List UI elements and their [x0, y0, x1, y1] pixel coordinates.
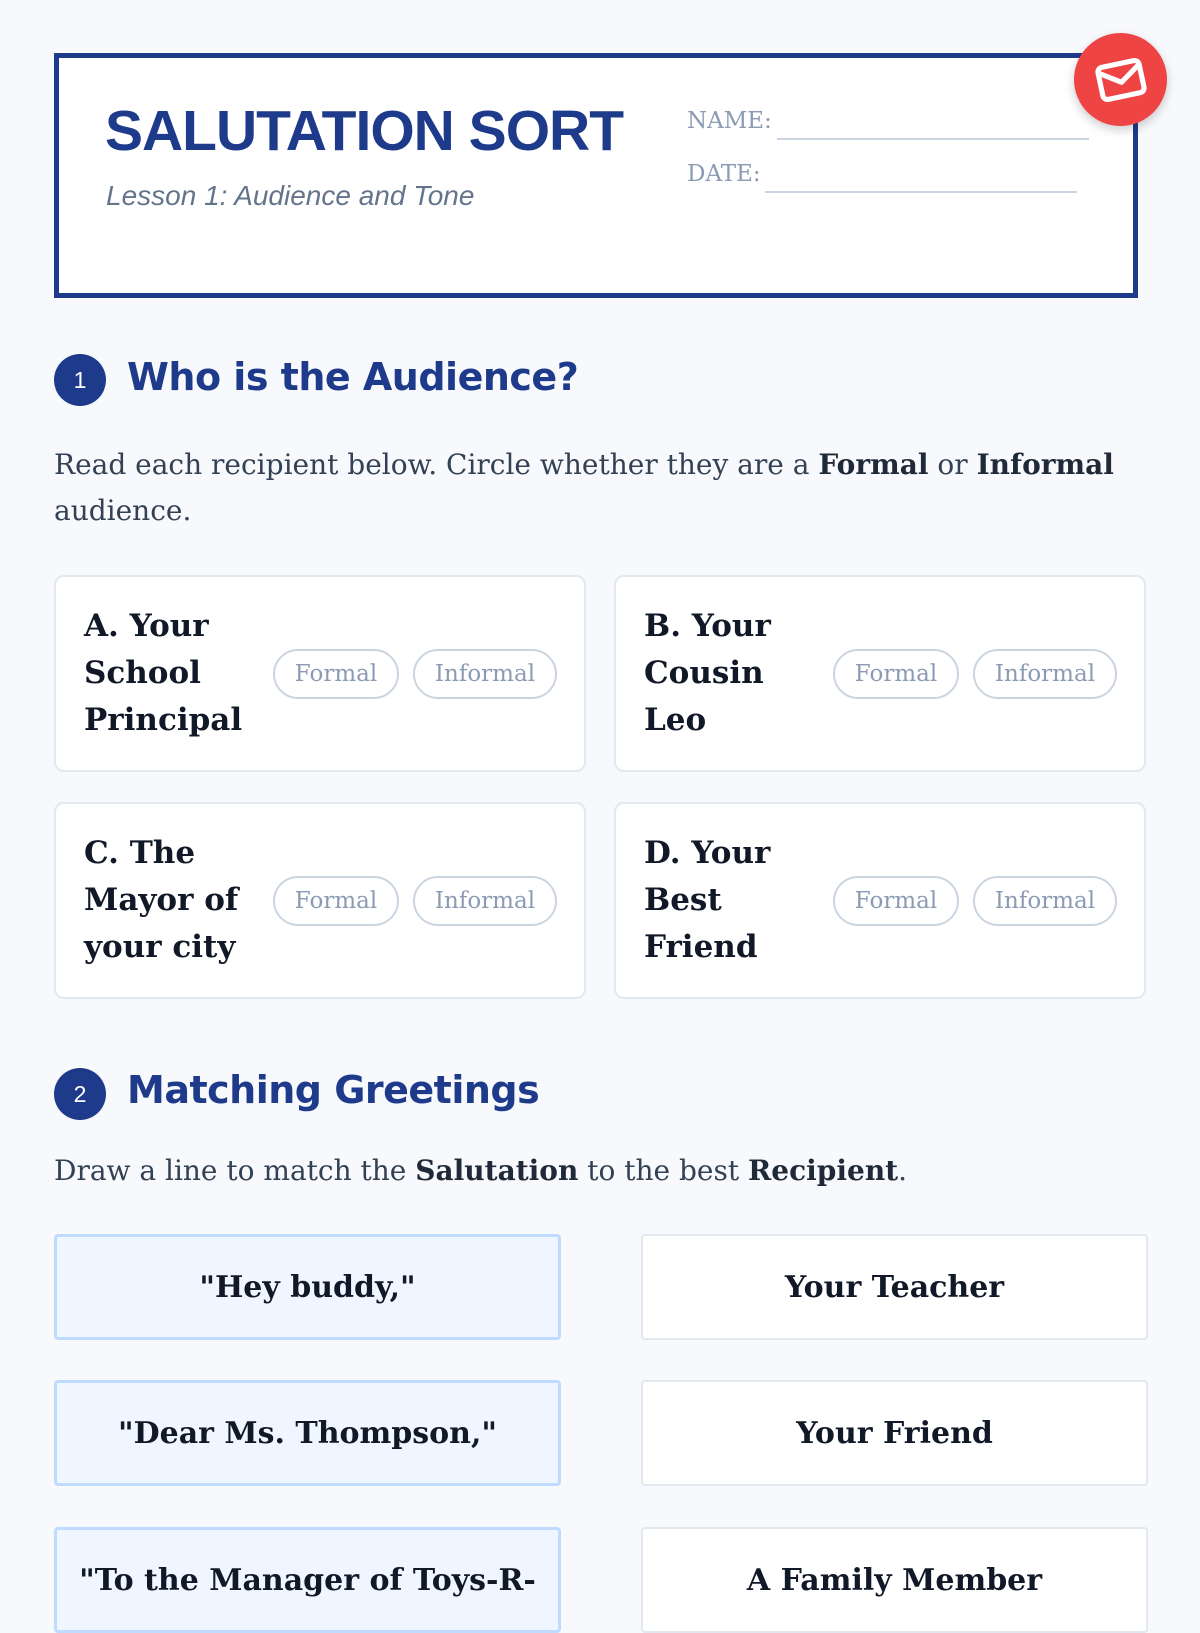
recipient-card-d	[614, 802, 1146, 999]
worksheet-header	[54, 53, 1138, 298]
recipient-label: D. Your Best Friend	[644, 835, 771, 965]
informal-option[interactable]: Informal	[413, 649, 557, 699]
recipient-label: B. Your Cousin Leo	[644, 608, 771, 738]
salutation-item[interactable]: "Dear Ms. Thompson,"	[54, 1380, 561, 1486]
date-field[interactable]	[765, 191, 1077, 193]
section-2-title: Matching Greetings	[127, 1068, 540, 1112]
formal-option[interactable]: Formal	[273, 876, 399, 926]
salutation-item[interactable]: "To the Manager of Toys-R-	[54, 1527, 561, 1633]
recipient-label: A. Your School Principal	[84, 608, 243, 738]
recipient-item[interactable]: A Family Member	[641, 1527, 1148, 1633]
formal-option[interactable]: Formal	[833, 649, 959, 699]
name-label: NAME:	[687, 108, 772, 134]
formal-option[interactable]: Formal	[833, 876, 959, 926]
recipient-label: C. The Mayor of your city	[84, 835, 239, 965]
recipient-card-b	[614, 575, 1146, 772]
recipient-card-c	[54, 802, 586, 999]
worksheet-title: SALUTATION SORT	[105, 99, 624, 163]
informal-option[interactable]: Informal	[413, 876, 557, 926]
date-label: DATE:	[687, 161, 761, 187]
recipient-card-a	[54, 575, 586, 772]
name-field[interactable]	[777, 138, 1089, 140]
informal-option[interactable]: Informal	[973, 649, 1117, 699]
section-1-number: 1	[54, 354, 106, 406]
section-2-number: 2	[54, 1068, 106, 1120]
recipient-item[interactable]: Your Teacher	[641, 1234, 1148, 1340]
envelope-badge	[1074, 33, 1167, 126]
worksheet-subtitle: Lesson 1: Audience and Tone	[106, 180, 475, 211]
recipient-item[interactable]: Your Friend	[641, 1380, 1148, 1486]
informal-option[interactable]: Informal	[973, 876, 1117, 926]
section-2-instructions: Draw a line to match the Salutation to the best Recipient.	[54, 1154, 908, 1187]
formal-option[interactable]: Formal	[273, 649, 399, 699]
section-1-title: Who is the Audience?	[127, 355, 579, 399]
salutation-item[interactable]: "Hey buddy,"	[54, 1234, 561, 1340]
section-1-instructions: Read each recipient below. Circle whether they are a Formal or Informal audience.	[54, 448, 1114, 527]
envelope-icon	[1087, 46, 1153, 112]
